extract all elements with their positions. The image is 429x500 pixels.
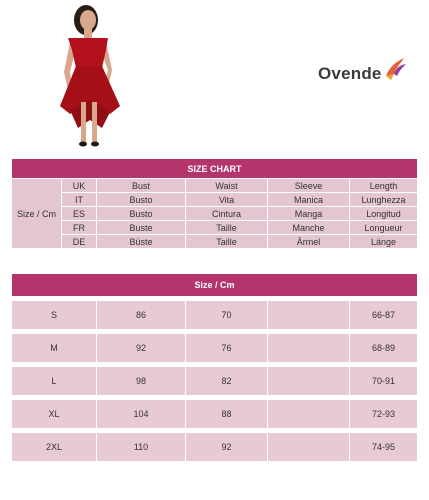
length-value: 74-95 — [350, 433, 418, 462]
size-measurements-table — [11, 273, 418, 462]
table-row — [12, 221, 418, 235]
brand-logo — [318, 56, 418, 90]
measure-label: Manga — [268, 207, 350, 221]
measure-label: Lunghezza — [350, 193, 418, 207]
length-value: 66-87 — [350, 301, 418, 330]
length-value: 70-91 — [350, 367, 418, 396]
measure-label: Cintura — [186, 207, 268, 221]
bust-value: 92 — [97, 334, 186, 363]
measure-label: Ärmel — [268, 235, 350, 249]
measure-label: Sleeve — [268, 179, 350, 193]
waist-value: 76 — [186, 334, 268, 363]
measure-label: Busto — [97, 207, 186, 221]
measure-label: Bust — [97, 179, 186, 193]
region-label: FR — [62, 221, 97, 235]
sleeve-value — [268, 301, 350, 330]
size-label: XL — [12, 400, 97, 429]
waist-value: 92 — [186, 433, 268, 462]
bust-value: 104 — [97, 400, 186, 429]
bust-value: 98 — [97, 367, 186, 396]
table-row — [12, 433, 418, 462]
measure-label: Longitud — [350, 207, 418, 221]
size-label: L — [12, 367, 97, 396]
waist-value: 88 — [186, 400, 268, 429]
size-unit-label: Size / Cm — [12, 179, 62, 249]
region-label: DE — [62, 235, 97, 249]
measure-label: Büste — [97, 235, 186, 249]
waist-value: 82 — [186, 367, 268, 396]
product-photo — [50, 2, 130, 150]
measure-label: Longueur — [350, 221, 418, 235]
table-row — [12, 207, 418, 221]
table-row — [12, 301, 418, 330]
measure-label: Länge — [350, 235, 418, 249]
table-row — [12, 193, 418, 207]
region-label: UK — [62, 179, 97, 193]
table-row — [12, 367, 418, 396]
bust-value: 110 — [97, 433, 186, 462]
measure-label: Taille — [186, 235, 268, 249]
brand-name: Ovende — [318, 64, 382, 83]
region-label: IT — [62, 193, 97, 207]
waist-value: 70 — [186, 301, 268, 330]
measure-label: Length — [350, 179, 418, 193]
sleeve-value — [268, 400, 350, 429]
measure-label: Manica — [268, 193, 350, 207]
size-table-title: Size / Cm — [12, 274, 418, 297]
measure-label: Taille — [186, 221, 268, 235]
measure-label: Manche — [268, 221, 350, 235]
region-label: ES — [62, 207, 97, 221]
size-label: S — [12, 301, 97, 330]
sleeve-value — [268, 367, 350, 396]
sleeve-value — [268, 433, 350, 462]
size-chart-title: SIZE CHART — [12, 159, 418, 179]
length-value: 68-89 — [350, 334, 418, 363]
size-chart-table — [11, 158, 418, 249]
sleeve-value — [268, 334, 350, 363]
measure-label: Waist — [186, 179, 268, 193]
bird-icon — [382, 56, 408, 82]
bust-value: 86 — [97, 301, 186, 330]
size-label: 2XL — [12, 433, 97, 462]
size-label: M — [12, 334, 97, 363]
length-value: 72-93 — [350, 400, 418, 429]
measure-label: Buste — [97, 221, 186, 235]
table-row — [12, 334, 418, 363]
table-row — [12, 400, 418, 429]
measure-label: Busto — [97, 193, 186, 207]
table-row — [12, 235, 418, 249]
table-row — [12, 179, 418, 193]
measure-label: Vita — [186, 193, 268, 207]
